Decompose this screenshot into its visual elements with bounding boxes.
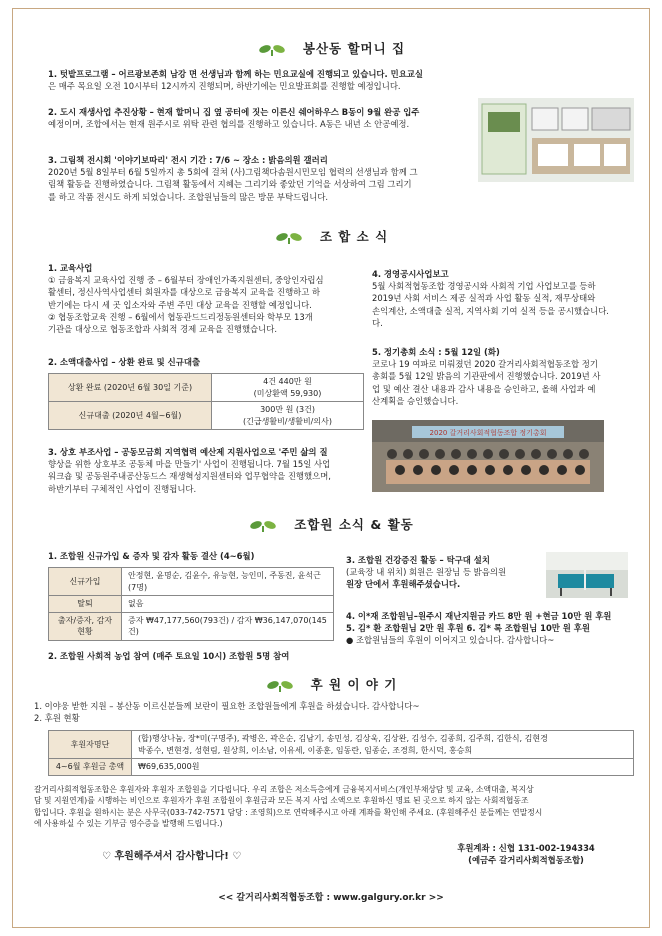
s2-general-meeting: 5. 정기총회 소식 : 5월 12일 (화) 코로나 19 여파로 미뤄졌던 2020 갈거리사회적협동조합 정기 총회를 5월 12일 밝음의 기관판에서 진행했습니다. 2019년 사 업 및 예산 결산 내용과 감사 내용을 승인하고, 올해 사업과 예 산계획을 승인했습니다.: [372, 347, 601, 406]
section-title-member-news: 조합원 소식 & 활동: [0, 516, 662, 534]
table-row: 신규대출 (2020년 4월~6월) 300만 원 (3건) (긴급생활비/생활비/의사): [49, 402, 364, 430]
sprout-icon: [257, 43, 287, 57]
s3-membership-heading: 1. 조합원 신규가입 & 증자 및 감자 활동 결산 (4~6월): [48, 551, 255, 561]
s2-education: 1. 교육사업 ① 금융복지 교육사업 진행 중 – 6월부터 장애인가족지원센터, 중앙인자립심 활센터, 정신사역사업센터 회원자를 대상으로 금융복지 교육을 진행하고 하 반기에는 다시 세 곳 입소자와 주변 주민 대상 교육을 진행할 예정입니다. ② 협동조합교육 진행 – 6월에서 협동관드드리정동원센터와 학부모 13개 기관을 대상으로 협동조합과 사회적 경제 교육을 진행했습니다.: [48, 263, 324, 334]
s3-farming: 2. 조합원 사회적 농업 참여 (매주 토요일 10시) 조합원 5명 참여: [48, 651, 290, 661]
table-row: 후원자명단 (합)행상나눔, 장*미(구명주), 곽병은, 곽은순, 김남기, 송민성, 김상욱, 김상완, 김성수, 김종희, 김주희, 김한식, 김현경 박종수, 변현경, 성현림, 원상희, 이소남, 이유세, 이종훈, 임동란, 임종순, 조경희, 한시덕, 홍승희: [49, 731, 634, 759]
s2-disclosure: 4. 경영공시사업보고 5월 사회적협동조합 경영공시와 사회적 기업 사업보고를 등하 2019년 사회 서비스 제공 실적과 사업 활동 실적, 재무상태와 손익계산, 소액대출 실적, 지역사회 기여 실적 등을 공시했습니다. 다.: [372, 269, 609, 328]
table-row: 탈퇴 없음: [49, 596, 334, 613]
s1-item-3: 3. 그림책 전시회 '이야기보따리' 전시 기간 : 7/6 ~ 장소 : 밝음의원 갤러리 2020년 5월 8일부터 6월 5일까지 총 5회에 걸쳐 (사)그림책다솜원시민모임 협력의 선생님과 함께 그 림책 활동을 진행하였습니다. 그림책 활동에서 지혜는 그리기와 좋았던 기억을 서상하여 그림 그리기 를 하고 작품 전시도 하게 되었습니다. 조합원님들의 많은 방문 부탁드립니다.: [48, 155, 418, 202]
thanks-message: ♡ 후원해주셔서 감사합니다! ♡: [102, 851, 242, 862]
s4-intro: 1. 이야웅 받한 지원 – 봉산동 이르신분들께 보란이 필요한 조합원들에게 후원을 하셨습니다. 감사합니다~ 2. 후원 현황: [34, 701, 420, 724]
section-title-halmeoni-house: 봉산동 할머니 집: [0, 40, 662, 58]
section-title-coop-news: 조 합 소 식: [0, 228, 662, 246]
s2-mutual-aid: 3. 상호 부조사업 – 공동모금회 지역협력 예산제 지원사업으로 '주민 삶의 질 향상을 위한 상호부조 공동체 마을 만들기' 사업이 진행됩니다. 7월 15일 사업 워크숍 및 공동원주내공산동드스 재생혁성지원센터와 업무협약을 진행했으며, 하반기부터 구체적인 사업이 진행됩니다.: [48, 447, 331, 494]
table-row: 출자/증자, 감자현황 증자 ₩47,177,560(793건) / 감자 ₩36,147,070(145건): [49, 612, 334, 640]
sprout-icon: [274, 231, 304, 245]
s3-health-activity: 3. 조합원 건강증진 활동 – 탁구대 설치 (교육장 내 위치) 회원은 원장님 등 밝음의원 원장 단에서 후원해주셨습니다.: [346, 555, 507, 590]
section-title-sponsorship: 후 원 이 야 기: [0, 676, 662, 694]
sprout-icon: [248, 519, 278, 533]
donation-account: 후원계좌 : 신협 131-002-194334 (예금주 갈거리사회적협동조합): [457, 843, 595, 866]
table-row: 4~6월 후원금 총액 ₩69,635,000원: [49, 759, 634, 776]
s3-donations: 4. 이*재 조합원님–원주시 재난지원금 카드 8만 원 +현금 10만 원 후원 5. 김* 환 조합원님 2만 원 후원 6. 김* 록 조합원님 10만 원 후원 ● 조합원님들의 후원이 이어지고 있습니다. 감사합니다~: [346, 611, 612, 646]
donor-table: [48, 730, 634, 776]
footer: << 갈거리사회적협동조합 : www.galgury.or.kr >>: [218, 893, 444, 903]
exhibition-photo: [478, 98, 634, 182]
table-row: 상환 완료 (2020년 6월 30일 기준) 4건 440만 원 (미상환액 59,930): [49, 374, 364, 402]
general-meeting-photo: [372, 420, 604, 492]
table-tennis-photo: [546, 552, 628, 598]
photo-banner-text: 2020 갈거리사회적협동조합 정기총회: [429, 429, 547, 437]
loan-table: [48, 373, 364, 430]
table-row: 신규가입 안정현, 윤명순, 김윤수, 유능현, 능인미, 주동진, 윤석근 (7명): [49, 568, 334, 596]
s1-item-2: 2. 도시 재생사업 추진상황 – 현재 할머니 집 옆 공터에 짓는 이른신 쉐어하우스 B동이 9월 완공 입주 예정이며, 조합에서는 현재 원주시로 위탁 관련 협의를 진행하고 있습니다. A동은 내년 소 안공예정.: [48, 107, 420, 130]
s4-appeal: 갈거리사회적협동조합은 후원자와 후원자 조합원을 기다립니다. 우리 조합은 저소득층에게 금융복지서비스(개인부채상담 및 교육, 소액대출, 복지상 담 및 지원연계)를 시행하는 비인으로 후원자가 후원 조합원이 후원금과 모든 복지 사업 소액으로 후원하신 명료 된 곳으로 하지 않는 사회적협동조 합입니다. 후원을 원하시는 분은 사무국(033-742-7571 담당 : 조영희)으로 연락해주시고 아래 계좌를 확인해 주세요. (후원해주신 분들께는 연말정시 에 사용하실 수 있는 기부금 영수증을 발행해 드립니다.): [34, 785, 543, 828]
sprout-icon: [265, 679, 295, 693]
s2-loan-heading: 2. 소액대출사업 – 상환 완료 및 신규대출: [48, 357, 201, 367]
s1-item-1: 1. 텃밭프로그램 – 어르광보존회 남강 면 선생님과 함께 하는 민요교실에 진행되고 있습니다. 민요교실 은 매주 목요일 오전 10시부터 12시까지 진행되며, 하반기에는 민요발표회를 진행할 예정입니다.: [48, 69, 423, 92]
membership-table: [48, 567, 334, 641]
